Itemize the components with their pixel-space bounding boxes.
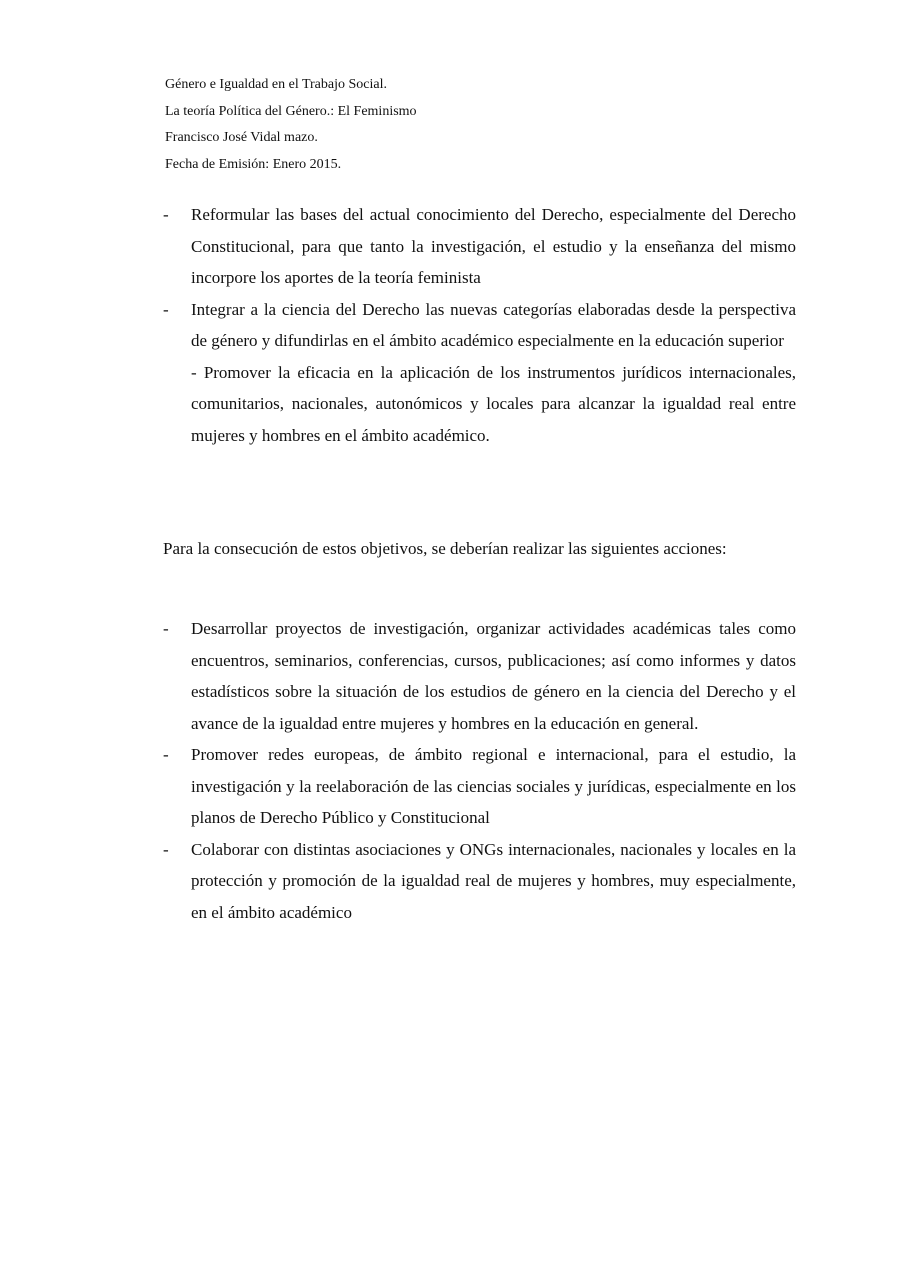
bullet-dash: - (163, 839, 169, 859)
list-item-text: Integrar a la ciencia del Derecho las nuevas categorías elaboradas desde la perspectiva de género y difundirlas en el ámbito académico especialmente en la educación superior (191, 299, 796, 350)
list-item-text: Promover redes europeas, de ámbito regional e internacional, para el estudio, la investigación y la reelaboración de las ciencias sociales y jurídicas, especialmente en los planos de Derecho Público y Constitucional (191, 745, 796, 827)
list-item (163, 199, 796, 294)
document-header (165, 72, 417, 178)
header-topic-title: La teoría Política del Género.: El Feminismo (165, 103, 417, 119)
bullet-dash: - (163, 619, 169, 638)
list-item-text: Colaborar con distintas asociaciones y ONGs internacionales, nacionales y locales en la protección y promoción de la igualdad real de mujeres y hombres, muy especialmente, en el ámbito académico (191, 839, 796, 922)
bullet-dash: - (163, 205, 169, 224)
header-course-title: Género e Igualdad en el Trabajo Social. (165, 77, 387, 92)
list-item-text: - Promover la eficacia en la aplicación de los instrumentos jurídicos internacionales, comunitarios, nacionales, autonómicos y locales para alcanzar la igualdad real entre mujeres y hombres en el ámbito académico. (191, 362, 796, 445)
bullet-dash: - (163, 745, 169, 764)
list-item (163, 613, 796, 739)
header-author: Francisco José Vidal mazo. (165, 130, 318, 145)
list-item (163, 739, 796, 834)
objectives-list (163, 199, 796, 451)
list-item (163, 834, 796, 929)
list-item-text: Reformular las bases del actual conocimiento del Derecho, especialmente del Derecho Constitucional, para que tanto la investigación, el estudio y la enseñanza del mismo incorpore los aportes de la teoría feminista (191, 205, 796, 287)
header-issue-date: Fecha de Emisión: Enero 2015. (165, 156, 342, 172)
actions-list (163, 613, 796, 928)
list-item (163, 294, 796, 357)
actions-intro-paragraph: Para la consecución de estos objetivos, se deberían realizar las siguientes acciones: (163, 539, 727, 558)
bullet-dash: - (163, 299, 169, 319)
list-continuation-paragraph (163, 357, 796, 452)
list-item-text: Desarrollar proyectos de investigación, organizar actividades académicas tales como encuentros, seminarios, conferencias, cursos, publicaciones; así como informes y datos estadísticos sobre la situación de los estudios de género en la ciencia del Derecho y el avance de la igualdad entre mujeres y hombres en la educación en general. (191, 619, 796, 733)
